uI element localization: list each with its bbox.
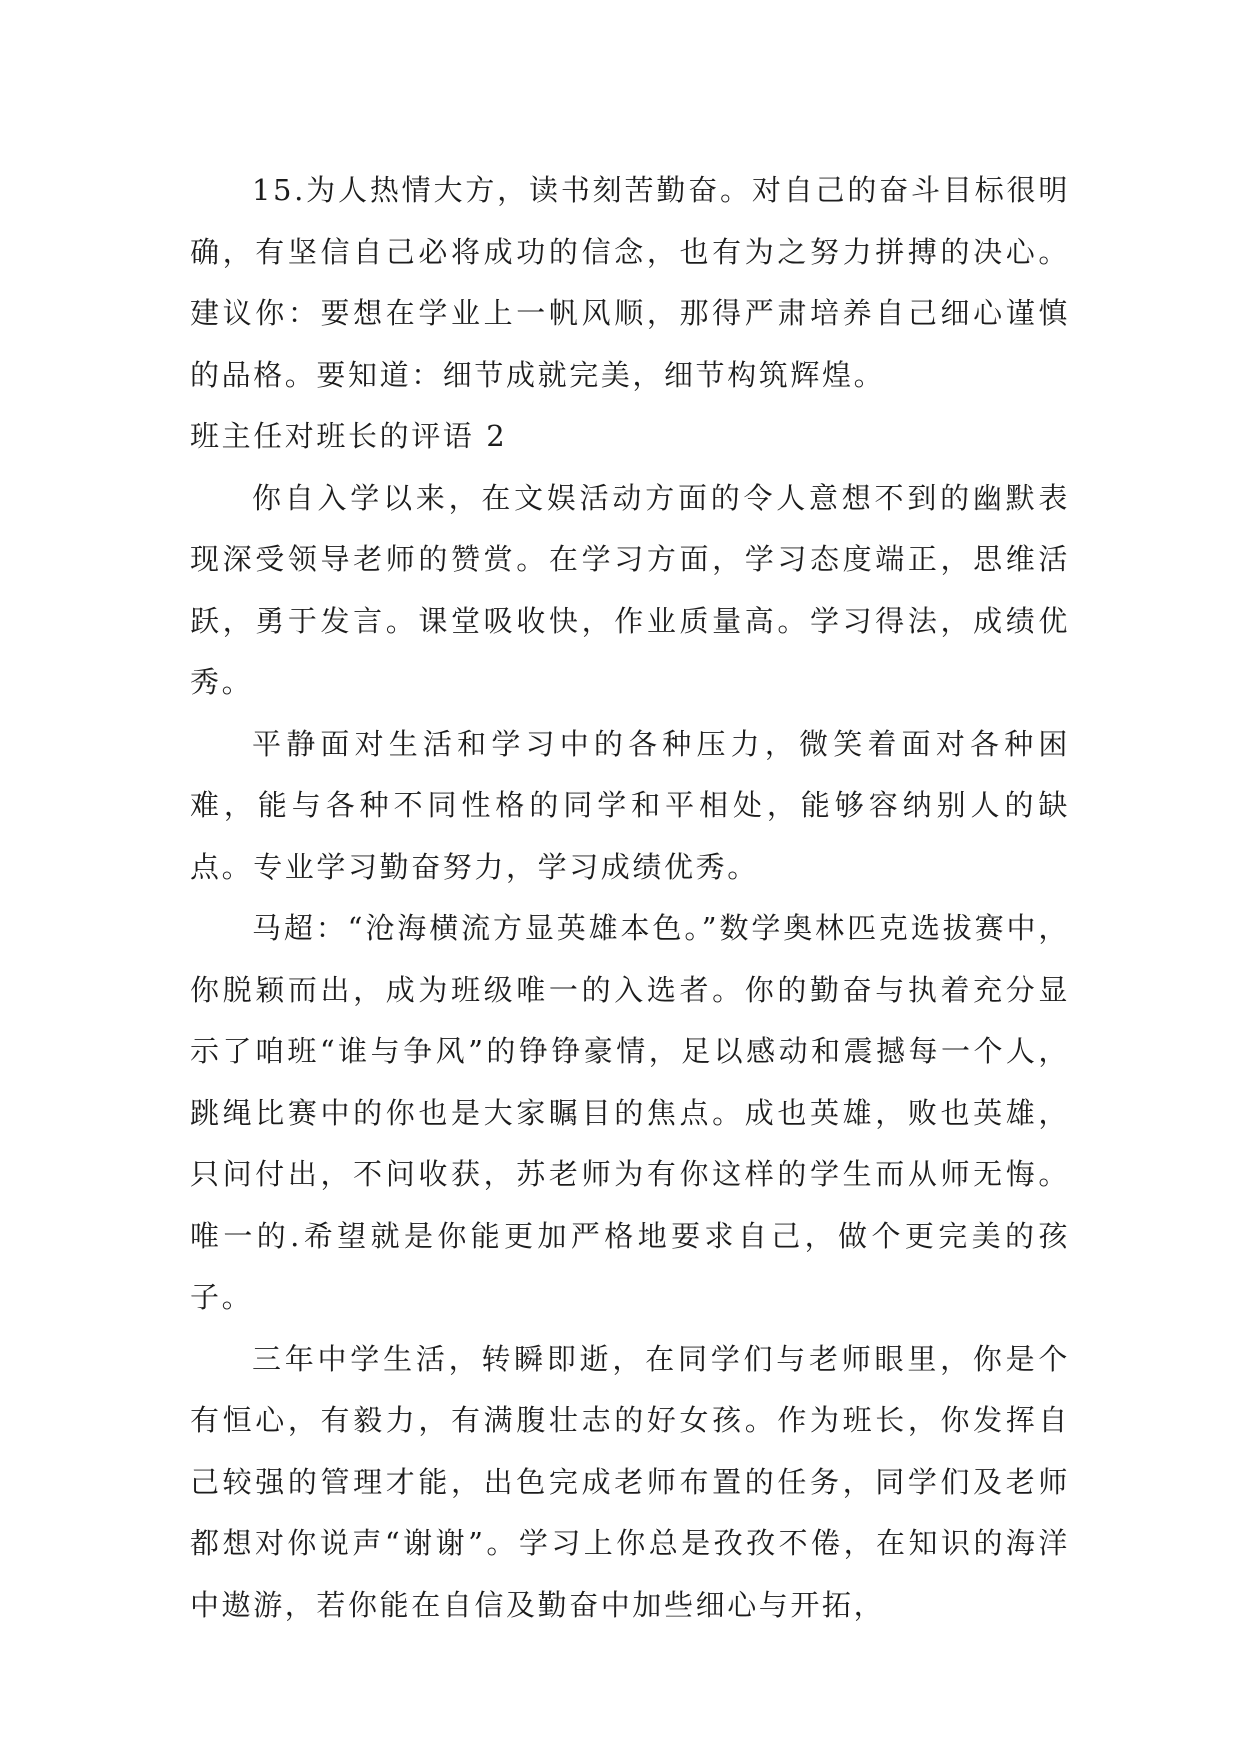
document-body	[190, 160, 1070, 1636]
section-heading: 班主任对班长的评语 2	[190, 419, 508, 453]
paragraph-evaluation-class-monitor: 三年中学生活，转瞬即逝，在同学们与老师眼里，你是个有恒心，有毅力，有满腹壮志的好女孩。作为班长，你发挥自己较强的管理才能，出色完成老师布置的任务，同学们及老师都想对你说声“谢谢”。学习上你总是孜孜不倦，在知识的海洋中遨游，若你能在自信及勤奋中加些细心与开拓，	[190, 1341, 1070, 1622]
paragraph-evaluation-arts: 你自入学以来，在文娱活动方面的令人意想不到的幽默表现深受领导老师的赞赏。在学习方面，学习态度端正，思维活跃，勇于发言。课堂吸收快，作业质量高。学习得法，成绩优秀。	[190, 480, 1070, 699]
paragraph-evaluation-calm: 平静面对生活和学习中的各种压力，微笑着面对各种困难，能与各种不同性格的同学和平相处，能够容纳别人的缺点。专业学习勤奋努力，学习成绩优秀。	[190, 726, 1070, 884]
paragraph-evaluation-ma-chao: 马超：“沧海横流方显英雄本色。”数学奥林匹克选拔赛中，你脱颖而出，成为班级唯一的入选者。你的勤奋与执着充分显示了咱班“谁与争风”的铮铮豪情，足以感动和震撼每一个人，跳绳比赛中的你也是大家瞩目的焦点。成也英雄，败也英雄，只问付出，不问收获，苏老师为有你这样的学生而从师无悔。唯一的.希望就是你能更加严格地要求自己，做个更完美的孩子。	[190, 911, 1070, 1314]
paragraph-evaluation-15: 15.为人热情大方，读书刻苦勤奋。对自己的奋斗目标很明确，有坚信自己必将成功的信念，也有为之努力拼搏的决心。建议你：要想在学业上一帆风顺，那得严肃培养自己细心谨慎的品格。要知道：细节成就完美，细节构筑辉煌。	[190, 173, 1070, 392]
